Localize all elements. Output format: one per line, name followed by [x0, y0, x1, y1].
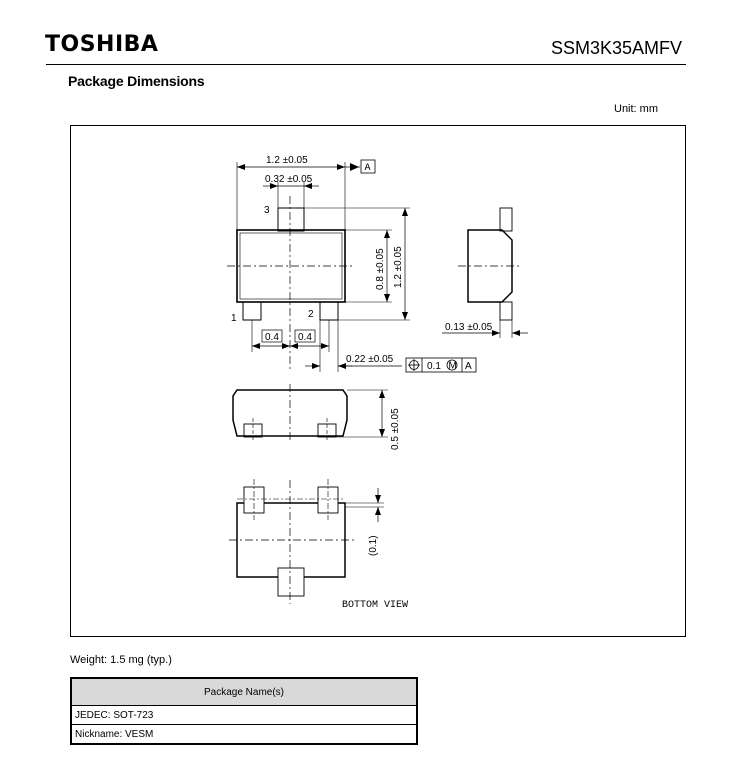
datum-a-label: A [364, 163, 371, 174]
pin-1-label: 1 [231, 313, 237, 324]
weight-note: Weight: 1.5 mg (typ.) [70, 654, 172, 666]
dim-side-lead: 0.13 ±0.05 [445, 322, 493, 333]
mmc-symbol: M [448, 360, 457, 372]
bottom-view [229, 479, 384, 604]
dim-pitch-right: 0.4 [298, 332, 312, 343]
table-row-jedec: JEDEC: SOT-723 [71, 706, 417, 725]
table-row-nickname: Nickname: VESM [71, 725, 417, 745]
toshiba-logo: TOSHIBA [45, 32, 159, 57]
front-view [233, 384, 388, 442]
dim-total-height: 1.2 ±0.05 [393, 246, 404, 288]
dim-thickness: 0.5 ±0.05 [390, 408, 401, 450]
pin-2-label: 2 [308, 309, 314, 320]
table-header: Package Name(s) [71, 678, 417, 706]
pin-3-label: 3 [264, 205, 270, 216]
bottom-view-label: BOTTOM VIEW [342, 600, 409, 611]
tolerance-datum: A [465, 361, 472, 372]
dim-pitch-left: 0.4 [265, 332, 279, 343]
dim-lead-width-2: 0.22 ±0.05 [346, 354, 394, 365]
package-name-table [70, 677, 418, 745]
lead-3 [278, 208, 304, 231]
side-view [442, 208, 528, 338]
dim-body-height: 0.8 ±0.05 [375, 248, 386, 290]
section-title: Package Dimensions [68, 73, 205, 89]
tolerance-value: 0.1 [427, 361, 441, 372]
lead-2 [320, 302, 338, 320]
unit-label: Unit: mm [614, 103, 658, 115]
dim-standoff: (0.1) [368, 535, 379, 556]
dim-top-width: 1.2 ±0.05 [266, 155, 308, 166]
part-number: SSM3K35AMFV [550, 38, 682, 58]
dim-lead-width: 0.32 ±0.05 [265, 174, 313, 185]
lead-1 [243, 302, 261, 320]
